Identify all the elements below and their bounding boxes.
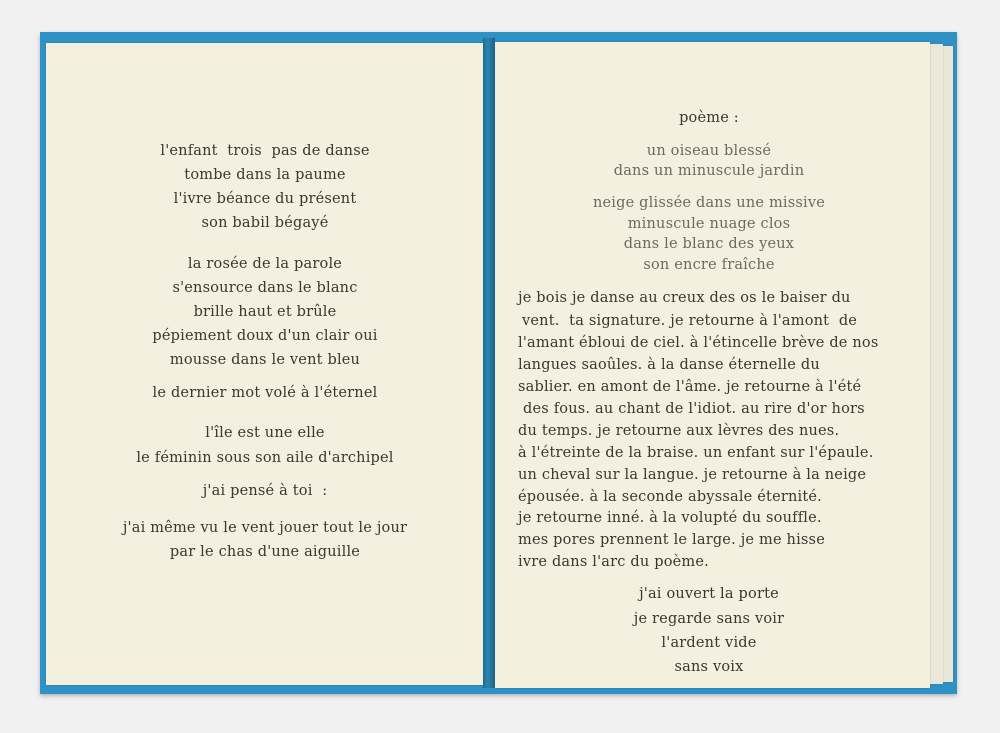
prose-line: des fous. au chant de l'idiot. au rire d'or hors [523,401,865,417]
poem-line: son encre fraîche [643,257,775,273]
prose-line: vent. ta signature. je retourne à l'amont de [522,313,858,329]
poem-line: je regarde sans voir [633,611,785,627]
prose-line: à l'étreinte de la braise. un enfant sur l'épaule. [518,445,874,461]
prose-line: un cheval sur la langue. je retourne à la neige [518,467,867,483]
poem-line: son babil bégayé [201,215,329,231]
poem-line: s'ensource dans le blanc [172,280,358,296]
poem-line: j'ai même vu le vent jouer tout le jour [122,520,408,536]
poem-title: poème : [679,110,739,126]
prose-line: sablier. en amont de l'âme. je retourne à l'été [518,379,862,395]
prose-line: langues saoûles. à la danse éternelle du [518,357,820,373]
poem-line: neige glissée dans une missive [592,195,826,211]
prose-line: je retourne inné. à la volupté du souffle. [518,510,822,526]
poem-line: minuscule nuage clos [627,216,791,232]
poem-line: dans le blanc des yeux [623,236,795,252]
poem-line: tombe dans la paume [184,167,346,183]
prose-line: du temps. je retourne aux lèvres des nues. [518,423,840,439]
prose-line: ivre dans l'arc du poème. [518,554,709,570]
poem-line: pépiement doux d'un clair oui [152,328,378,344]
poem-line: un oiseau blessé [646,143,772,159]
poem-line: l'enfant trois pas de danse [160,143,370,159]
poem-line: l'ivre béance du présent [173,191,357,207]
poem-line: j'ai pensé à toi : [202,483,328,499]
poem-line: par le chas d'une aiguille [169,544,361,560]
poem-line: le dernier mot volé à l'éternel [152,385,378,401]
poem-line: mousse dans le vent bleu [169,352,361,368]
prose-line: épousée. à la seconde abyssale éternité. [518,489,822,505]
poem-line: sans voix [674,659,744,675]
poem-line: dans un minuscule jardin [613,163,805,179]
poem-line: l'île est une elle [205,425,325,441]
prose-line: mes pores prennent le large. je me hisse [518,532,825,548]
poem-line: j'ai ouvert la porte [639,586,779,602]
prose-line: je bois je danse au creux des os le baiser du [518,290,851,306]
prose-line: l'amant ébloui de ciel. à l'étincelle brève de nos [518,335,879,351]
poem-line: le féminin sous son aile d'archipel [136,450,394,466]
poem-line: l'ardent vide [661,635,757,651]
poem-line: la rosée de la parole [187,256,343,272]
poem-line: brille haut et brûle [193,304,337,320]
